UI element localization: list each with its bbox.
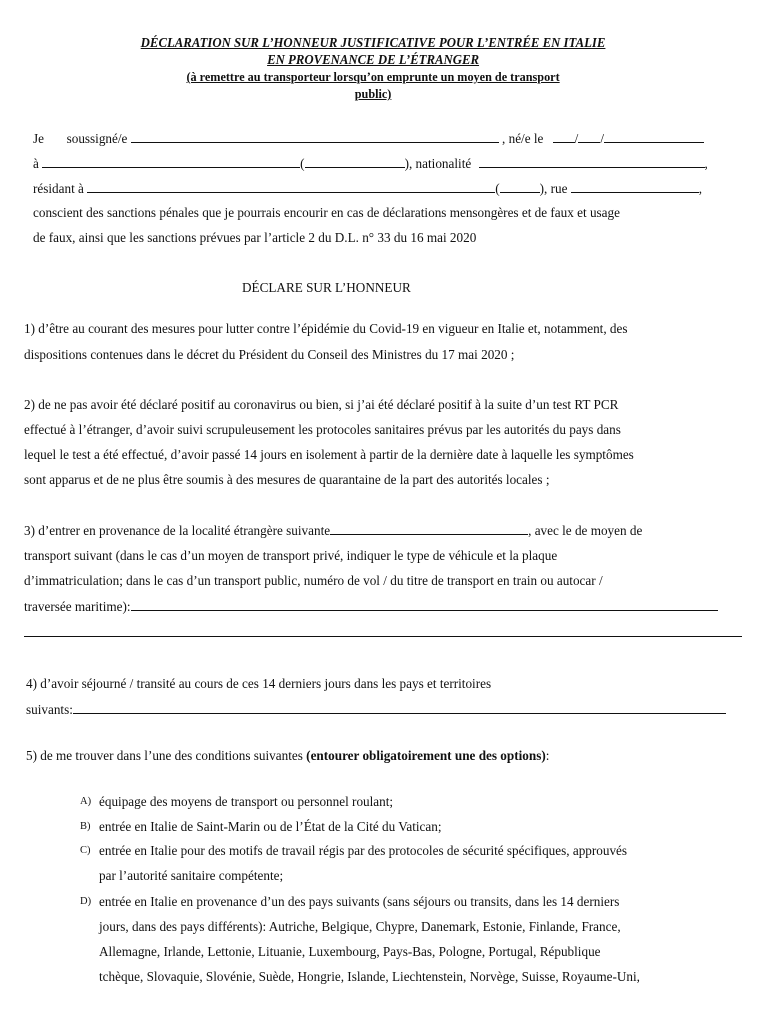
label-je: Je <box>33 131 44 146</box>
item3-text-maritime: traversée maritime): <box>24 599 131 614</box>
conscient-line2: de faux, ainsi que les sanctions prévues par l’article 2 du D.L. n° 33 du 16 mai 2020 <box>33 230 477 245</box>
option-d-letter[interactable]: D) <box>80 896 92 907</box>
label-residant-a: résidant à <box>33 181 84 196</box>
birth-day-field[interactable] <box>553 130 575 143</box>
option-b-text: entrée en Italie de Saint-Marin ou de l’État de la Cité du Vatican; <box>99 819 442 834</box>
item4-text-suivants: suivants: <box>26 702 73 717</box>
item2-line4: sont apparus et de ne plus être soumis à des mesures de quarantaine de la part des autorités locales ; <box>24 472 550 487</box>
identity-row-name <box>33 130 738 147</box>
item4-line1: 4) d’avoir séjourné / transité au cours de ces 14 derniers jours dans les pays et territoires <box>26 676 492 691</box>
transport-means-field[interactable] <box>131 598 718 611</box>
item3-line2: transport suivant (dans le cas d’un moyen de transport privé, indiquer le type de véhicule et la plaque <box>24 548 558 563</box>
date-separator: / <box>574 131 579 146</box>
date-separator: / <box>600 131 605 146</box>
option-c-text-line2: par l’autorité sanitaire compétente; <box>99 868 284 883</box>
document-title-line1: DÉCLARATION SUR L’HONNEUR JUSTIFICATIVE POUR L’ENTRÉE EN ITALIE <box>140 35 606 50</box>
option-d-text-line2: jours, dans des pays différents): Autriche, Belgique, Chypre, Danemark, Estonie, Finlande, France, <box>99 919 621 934</box>
name-field[interactable] <box>131 130 499 143</box>
document-subtitle-line1: (à remettre au transporteur lorsqu’on emprunte un moyen de transport <box>186 70 560 84</box>
option-c-text-line1: entrée en Italie pour des motifs de travail régis par des protocoles de sécurité spécifiques, approuvés <box>99 843 628 858</box>
birth-year-field[interactable] <box>604 130 704 143</box>
birthplace-province-field[interactable] <box>305 155 405 168</box>
option-c-letter[interactable]: C) <box>80 845 91 856</box>
label-soussigne: soussigné/e <box>66 131 128 146</box>
paren-open: ( <box>495 181 500 196</box>
item3-text-b: , avec le de moyen de <box>528 523 643 538</box>
item5-intro <box>26 748 549 764</box>
item1-line1: 1) d’être au courant des mesures pour lutter contre l’épidémie du Covid-19 en vigueur en Italie et, notamment, des <box>24 321 628 336</box>
paren-open: ( <box>300 156 305 171</box>
item3-line4 <box>24 598 718 615</box>
origin-locality-field[interactable] <box>330 522 528 535</box>
option-a-letter[interactable]: A) <box>80 796 92 807</box>
item5-intro-bold: (entourer obligatoirement une des options) <box>306 748 546 763</box>
option-b-letter[interactable]: B) <box>80 821 91 832</box>
transport-means-continuation-field[interactable] <box>24 636 742 637</box>
label-nee-le: , né/e le <box>502 131 544 146</box>
option-a-text: équipage des moyens de transport ou personnel roulant; <box>99 794 394 809</box>
nationality-field[interactable] <box>479 155 705 168</box>
item2-line3: lequel le test a été effectué, d’avoir passé 14 jours en isolement à partir de la dernière date à laquelle les symptômes <box>24 447 634 462</box>
item2-line2: effectué à l’étranger, d’avoir suivi scrupuleusement les protocoles sanitaires prévus par les autorités du pays dans <box>24 422 621 437</box>
countries-visited-field[interactable] <box>73 701 726 714</box>
birth-month-field[interactable] <box>578 130 600 143</box>
item5-intro-text: 5) de me trouver dans l’une des conditions suivantes <box>26 748 307 763</box>
residence-city-field[interactable] <box>87 180 495 193</box>
label-rue: ), rue <box>539 181 568 196</box>
conscient-line1: conscient des sanctions pénales que je pourrais encourir en cas de déclarations mensongères et de faux et usage <box>33 205 620 220</box>
option-d-text-line3: Allemagne, Irlande, Lettonie, Lituanie, Luxembourg, Pays-Bas, Pologne, Portugal, République <box>99 944 601 959</box>
comma: , <box>704 156 708 171</box>
document-subtitle-line2: public) <box>354 87 392 101</box>
label-a: à <box>33 156 39 171</box>
option-d-text-line1: entrée en Italie en provenance d’un des pays suivants (sans séjours ou transits, dans les 14 derniers <box>99 894 620 909</box>
document-title-line2: EN PROVENANCE DE L’ÉTRANGER <box>267 52 480 67</box>
declare-heading: DÉCLARE SUR L’HONNEUR <box>242 280 411 295</box>
birthplace-field[interactable] <box>42 155 300 168</box>
item5-intro-end: : <box>545 748 550 763</box>
option-d-text-line4: tchèque, Slovaquie, Slovénie, Suède, Hongrie, Islande, Liechtenstein, Norvège, Suisse, Royaume-Uni, <box>99 969 640 984</box>
item3-text-a: 3) d’entrer en provenance de la localité étrangère suivante <box>24 523 331 538</box>
identity-row-residence <box>33 180 738 197</box>
item2-line1: 2) de ne pas avoir été déclaré positif au coronavirus ou bien, si j’ai été déclaré positif à la suite d’un test RT PCR <box>24 397 619 412</box>
street-field[interactable] <box>571 180 699 193</box>
item4-line2 <box>26 701 726 718</box>
residence-province-field[interactable] <box>500 180 540 193</box>
label-nationalite: ), nationalité <box>404 156 472 171</box>
item3-line3: d’immatriculation; dans le cas d’un transport public, numéro de vol / du titre de transport en train ou autocar / <box>24 573 603 588</box>
item3-line1 <box>24 522 642 539</box>
comma: , <box>698 181 703 196</box>
identity-row-birthplace <box>33 155 738 172</box>
item1-line2: dispositions contenues dans le décret du Président du Conseil des Ministres du 17 mai 2020 ; <box>24 347 515 362</box>
